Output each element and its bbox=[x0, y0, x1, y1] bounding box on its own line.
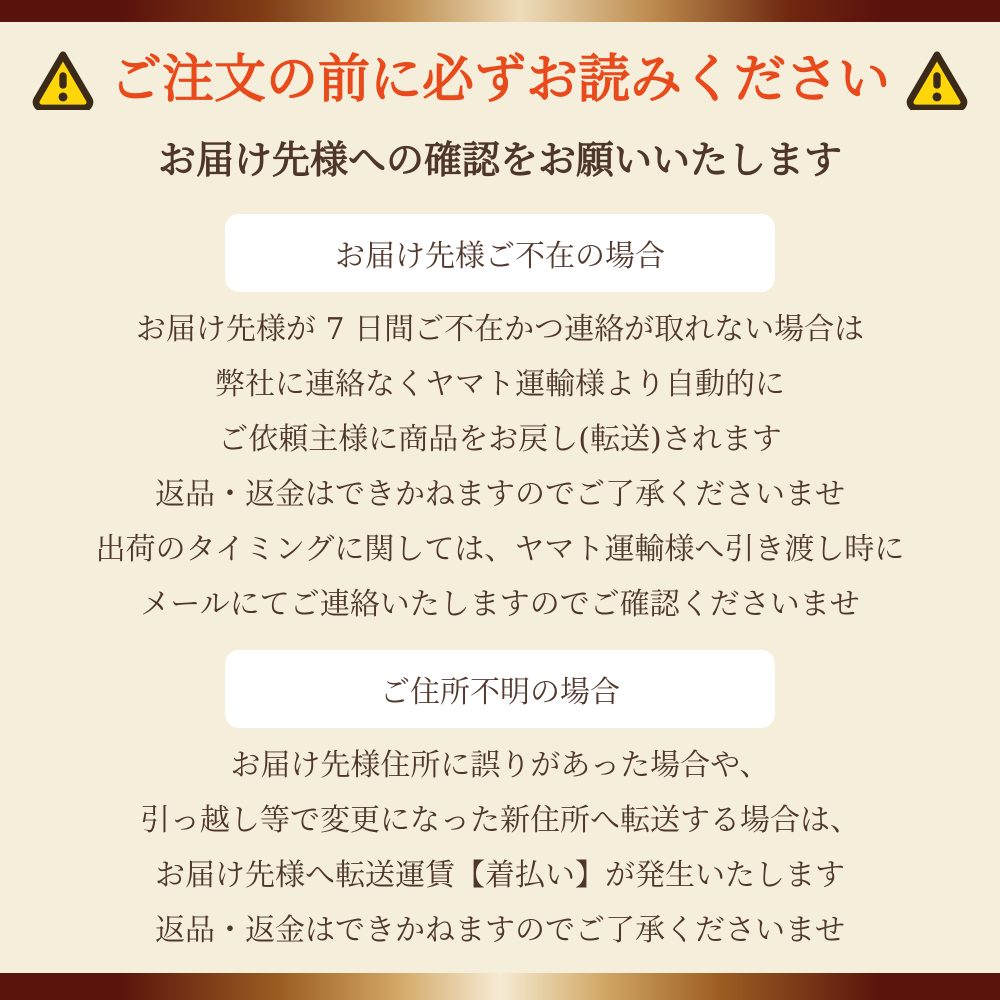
body-line: お届け先様が 7 日間ご不在かつ連絡が取れない場合は bbox=[135, 312, 865, 347]
section-body-unknown-address bbox=[0, 738, 1000, 958]
body-line: 出荷のタイミングに関しては、ヤマト運輸様へ引き渡し時に bbox=[95, 532, 905, 567]
title-row bbox=[0, 46, 1000, 114]
warning-triangle-icon bbox=[32, 50, 94, 110]
body-line: 返品・返金はできかねますのでご了承くださいませ bbox=[155, 913, 845, 948]
notice-subtitle: お届け先様への確認をお願いいたします bbox=[157, 137, 842, 182]
page-title: ご注文の前に必ずお読みください bbox=[109, 49, 890, 110]
body-line: メールにてご連絡いたしますのでご確認くださいませ bbox=[140, 587, 860, 622]
section-body-absent bbox=[0, 302, 1000, 632]
section-heading-box-absent bbox=[225, 214, 775, 292]
section-heading-box-unknown-address bbox=[225, 650, 775, 728]
section-heading-unknown-address: ご住所不明の場合 bbox=[380, 675, 620, 710]
body-line: 引っ越し等で変更になった新住所へ転送する場合は、 bbox=[140, 803, 860, 838]
body-line: お届け先様へ転送運賃【着払い】が発生いたします bbox=[155, 858, 845, 893]
body-line: ご依頼主様に商品をお戻し(転送)されます bbox=[218, 422, 782, 457]
body-line: 返品・返金はできかねますのでご了承くださいませ bbox=[155, 477, 845, 512]
warning-triangle-icon bbox=[906, 50, 968, 110]
section-heading-absent: お届け先様ご不在の場合 bbox=[335, 239, 665, 274]
bottom-gradient-bar bbox=[0, 973, 1000, 1000]
body-line: お届け先様住所に誤りがあった場合や、 bbox=[230, 748, 770, 783]
body-line: 弊社に連絡なくヤマト運輸様より自動的に bbox=[215, 367, 785, 402]
